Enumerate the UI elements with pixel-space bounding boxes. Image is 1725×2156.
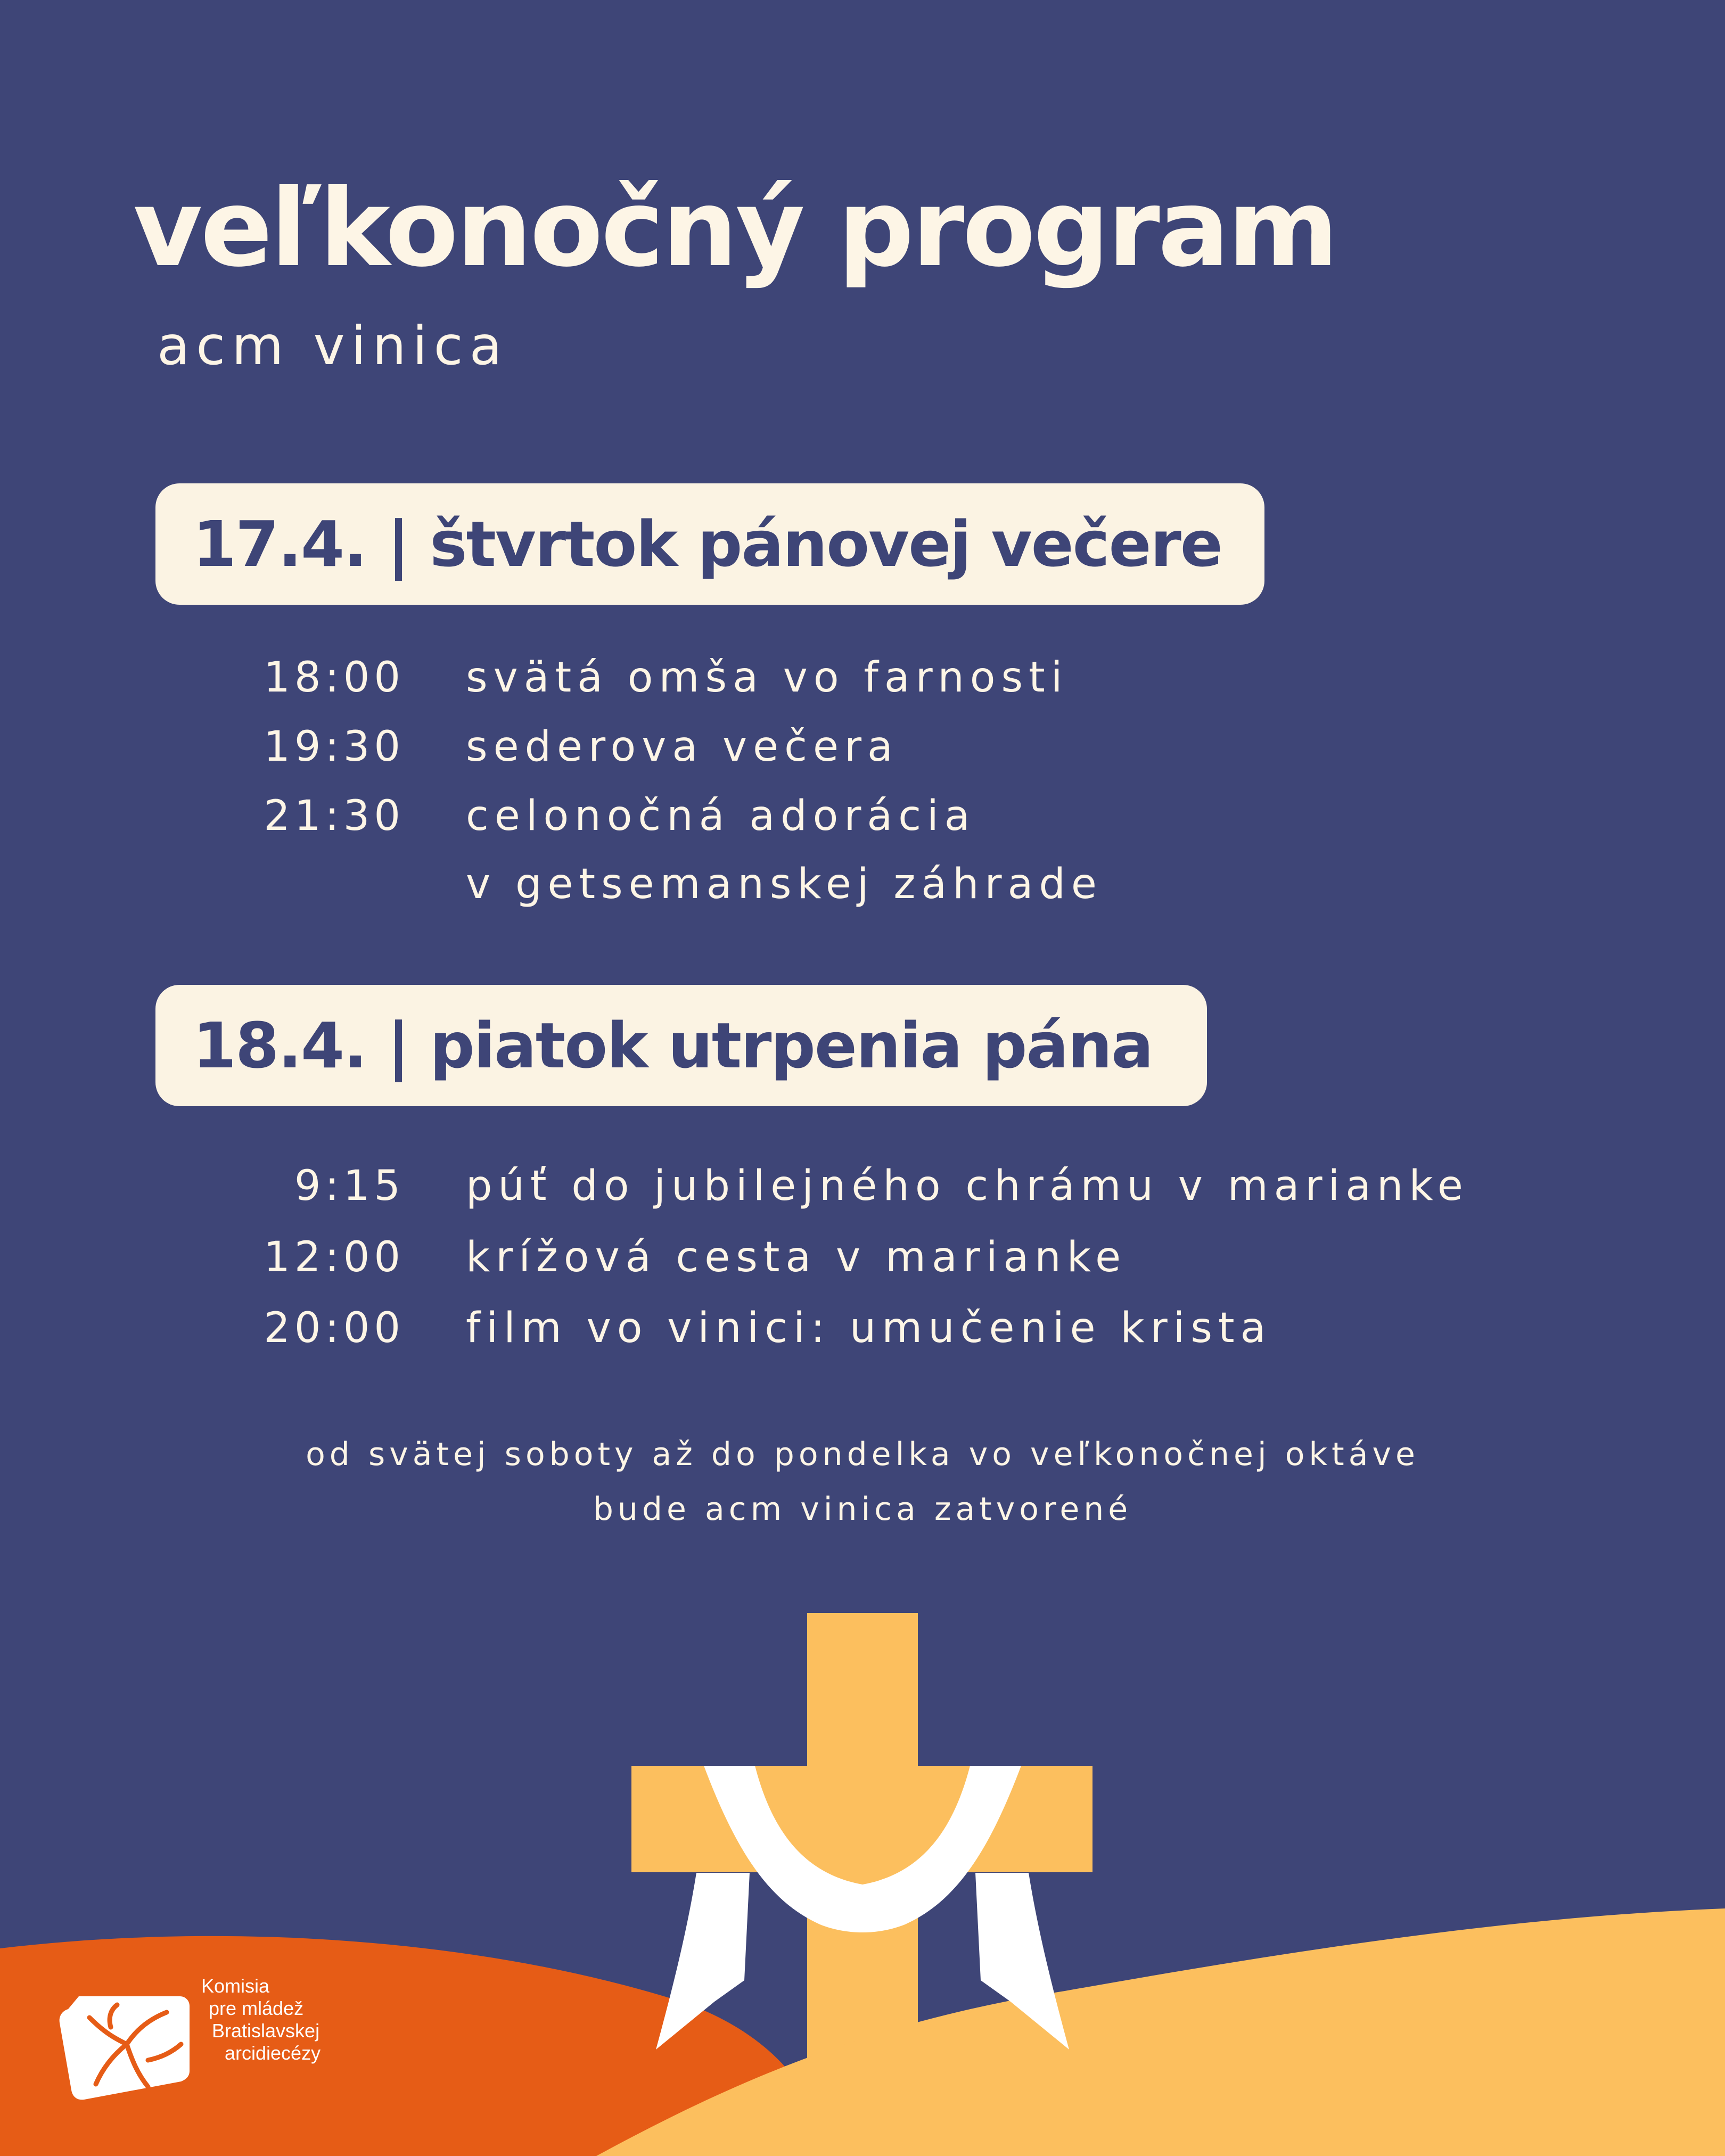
- event-time: 12:00: [264, 1233, 405, 1281]
- logo-text-line: Bratislavskej: [212, 2020, 320, 2042]
- logo-text-line: Komisia: [201, 1975, 270, 1997]
- logo-text-line: arcidiecézy: [225, 2042, 321, 2064]
- event-title: svätá omša vo farnosti: [466, 654, 1069, 702]
- event-title: v getsemanskej záhrade: [466, 860, 1103, 908]
- vine-logo-icon: [58, 1986, 191, 2103]
- event-time: 9:15: [294, 1162, 405, 1210]
- event-title: celonočná adorácia: [466, 792, 976, 840]
- event-time: 20:00: [264, 1304, 405, 1352]
- closure-note-line-1: od svätej soboty až do pondelka vo veľkonočnej oktáve: [306, 1436, 1419, 1473]
- event-time: 19:30: [264, 723, 405, 771]
- event-title: film vo vinici: umučenie krista: [466, 1304, 1272, 1352]
- closure-note-line-2: bude acm vinica zatvorené: [593, 1491, 1132, 1528]
- event-title: sederova večera: [466, 723, 899, 771]
- logo-text-line: pre mládež: [209, 1997, 304, 2019]
- page-subtitle: acm vinica: [157, 315, 508, 377]
- event-time: 21:30: [264, 792, 405, 840]
- event-time: 18:00: [264, 654, 405, 702]
- day-heading-label: 17.4. | štvrtok pánovej večere: [193, 507, 1222, 581]
- day-heading-label: 18.4. | piatok utrpenia pána: [193, 1009, 1153, 1082]
- hill-front: [596, 1908, 1725, 2156]
- event-title: krížová cesta v marianke: [466, 1233, 1127, 1281]
- organization-logo: [58, 1975, 345, 2113]
- event-title: púť do jubilejného chrámu v marianke: [466, 1162, 1469, 1210]
- logo-wordmark: [201, 1975, 321, 2064]
- cross-horizontal-beam: [631, 1766, 1092, 1872]
- page-title: veľkonočný program: [133, 167, 1337, 291]
